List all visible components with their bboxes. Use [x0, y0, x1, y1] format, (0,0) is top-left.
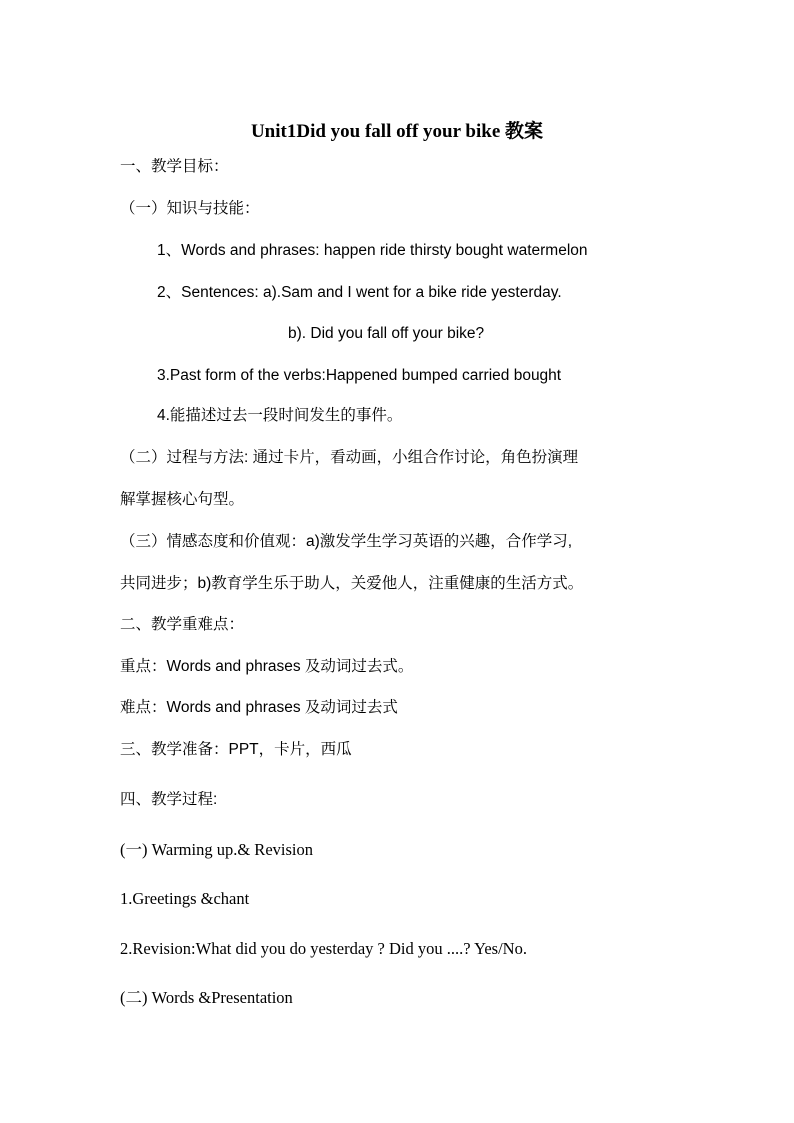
- objective-sentences: 2、Sentences: a).Sam and I went for a bike ride yesterday.: [157, 284, 562, 301]
- subsection-attitudes-cont: 共同进步；b)教育学生乐于助人，关爱他人，注重健康的生活方式。: [120, 575, 584, 592]
- subsection-process-methods-cont: 解掌握核心句型。: [120, 491, 245, 508]
- procedure-greetings: 1.Greetings &chant: [120, 889, 250, 908]
- procedure-warming-up: (一) Warming up.& Revision: [120, 840, 313, 859]
- subsection-process-methods: （二）过程与方法: 通过卡片，看动画，小组合作讨论，角色扮演理: [120, 449, 579, 466]
- section-heading-key-points: 二、教学重难点：: [120, 616, 245, 633]
- section-heading-procedure: 四、教学过程:: [120, 791, 218, 808]
- section-heading-preparation: 三、教学准备：PPT，卡片，西瓜: [120, 741, 352, 758]
- difficult-point: 难点：Words and phrases 及动词过去式: [120, 699, 398, 716]
- objective-words-phrases: 1、Words and phrases: happen ride thirsty bought watermelon: [157, 242, 588, 259]
- key-point: 重点：Words and phrases 及动词过去式。: [120, 658, 414, 675]
- document-title: Unit1Did you fall off your bike 教案: [250, 121, 544, 142]
- objective-past-form: 3.Past form of the verbs:Happened bumped carried bought: [157, 367, 562, 384]
- subsection-attitudes: （三）情感态度和价值观：a)激发学生学习英语的兴趣，合作学习,: [120, 533, 573, 550]
- section-heading-objectives: 一、教学目标：: [120, 158, 229, 175]
- procedure-revision: 2.Revision:What did you do yesterday ? Did you ....? Yes/No.: [120, 939, 527, 958]
- procedure-presentation: (二) Words &Presentation: [120, 988, 293, 1007]
- objective-describe-events: 4.能描述过去一段时间发生的事件。: [157, 407, 403, 424]
- subsection-knowledge-skills: （一）知识与技能：: [120, 200, 260, 217]
- objective-sentences-b: b). Did you fall off your bike?: [288, 325, 485, 342]
